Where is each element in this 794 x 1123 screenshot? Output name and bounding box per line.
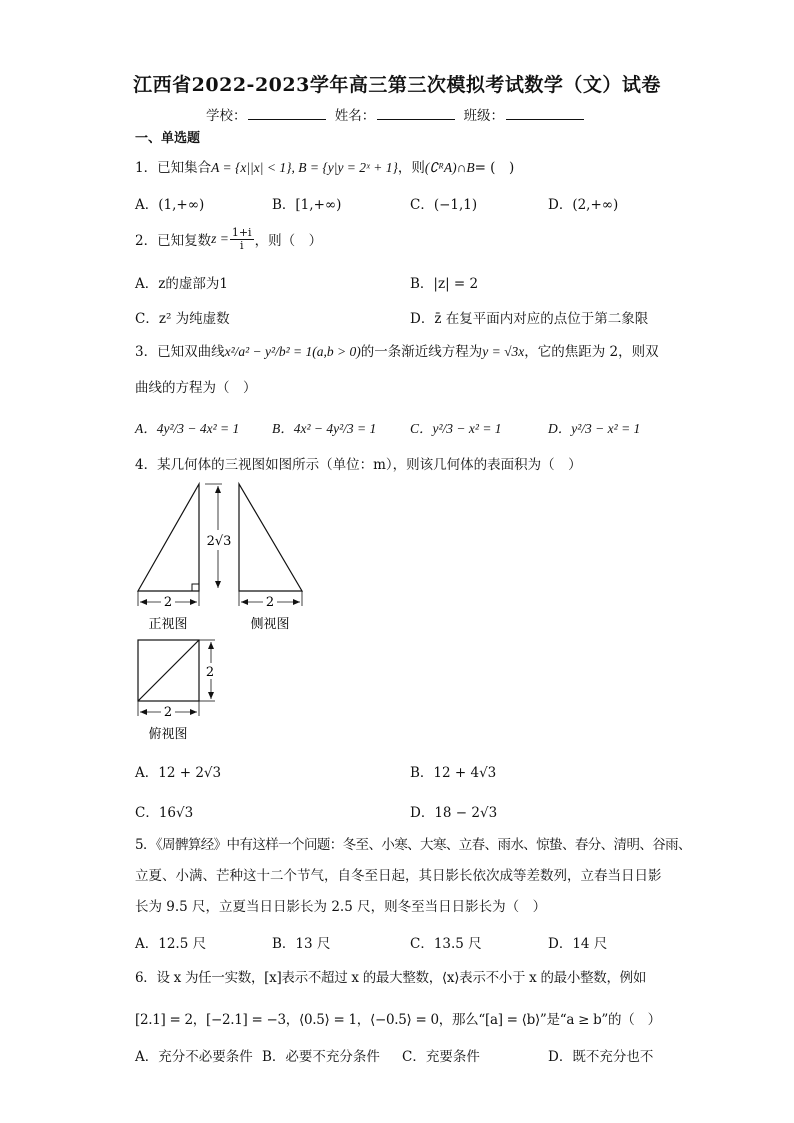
height-label: 2√3: [206, 534, 232, 549]
name-label: 姓名：: [334, 108, 376, 124]
q1-option-d[interactable]: D．(2,+∞): [548, 197, 619, 213]
q5-line1: 5．《周髀算经》中有这样一个问题：冬至、小寒、大寒、立春、雨水、惊蛰、春分、清明、谷雨、: [135, 837, 691, 853]
question-1: [135, 156, 514, 176]
q5-option-c[interactable]: C．13.5 尺: [410, 936, 482, 952]
q2-num: 1+i: [231, 225, 252, 239]
q2-end: ，则（ ）: [254, 233, 323, 249]
q2-option-c[interactable]: C．z² 为纯虚数: [135, 311, 230, 327]
q1-tail: ，则: [397, 160, 425, 176]
three-view-diagram: [130, 478, 330, 748]
q5-option-b[interactable]: B．13 尺: [272, 936, 331, 952]
q1-option-a[interactable]: A．(1,+∞): [135, 197, 205, 213]
q3-option-b[interactable]: B．4x² − 4y²/3 = 1: [272, 421, 377, 436]
question-5: [135, 830, 691, 923]
q6-option-b[interactable]: B．必要不充分条件: [262, 1049, 380, 1065]
page-title: 江西省2022-2023学年高三第三次模拟考试数学（文）试卷: [133, 74, 661, 96]
q1-option-b[interactable]: B．[1,+∞): [272, 197, 342, 213]
q6-option-a[interactable]: A．充分不必要条件: [135, 1049, 253, 1065]
q3-asym: y = √3x: [482, 344, 525, 359]
q3-tail: ，它的焦距为 2，则双: [524, 344, 659, 360]
q6-option-c[interactable]: C．充要条件: [402, 1049, 480, 1065]
q3-line2: 曲线的方程为（ ）: [135, 380, 257, 396]
question-3: [135, 340, 659, 360]
front-view-label: 正视图: [148, 617, 188, 632]
q2-z-eq: z =: [211, 231, 229, 246]
q3-stem: 3．已知双曲线: [135, 344, 225, 360]
q4-option-b[interactable]: B．12 + 4√3: [410, 765, 497, 781]
q5-option-d[interactable]: D．14 尺: [548, 936, 608, 952]
q1-end: = ( ): [474, 160, 515, 176]
q5-option-a[interactable]: A．12.5 尺: [135, 936, 207, 952]
q4-option-d[interactable]: D．18 − 2√3: [410, 805, 498, 821]
section-heading: 一、单选题: [135, 131, 201, 146]
side-width-label: 2: [265, 595, 275, 610]
front-width-label: 2: [163, 595, 173, 610]
q6-option-d[interactable]: D．既不充分也不: [548, 1049, 654, 1065]
name-blank[interactable]: [377, 107, 455, 120]
q1-expr: (∁ᴿA)∩B: [424, 160, 475, 175]
question-6-line1: 6．设 x 为任一实数，[x]表示不超过 x 的最大整数，⟨x⟩表示不小于 x 的最小整数，例如: [135, 970, 647, 986]
q3-option-a[interactable]: A．4y²/3 − 4x² = 1: [135, 421, 240, 436]
top-depth-label: 2: [205, 665, 215, 680]
front-view: [138, 484, 199, 606]
class-label: 班级：: [463, 108, 505, 124]
top-width-label: 2: [163, 705, 173, 720]
q2-option-a[interactable]: A．z的虚部为1: [135, 276, 228, 292]
q1-set-b: , B = {y|y = 2ˣ + 1}: [291, 160, 398, 175]
class-blank[interactable]: [506, 107, 584, 120]
q2-den: i: [239, 238, 244, 252]
question-6-line2: [2.1] = 2，[−2.1] = −3，⟨0.5⟩ = 1，⟨−0.5⟩ = 0，那么“[a] = ⟨b⟩”是“a ≥ b”的（ ）: [135, 1012, 661, 1028]
q3-option-c[interactable]: C．y²/3 − x² = 1: [410, 421, 502, 436]
q5-line2: 立夏、小满、芒种这十二个节气，自冬至日起，其日影长依次成等差数列，立春当日日影: [135, 868, 662, 884]
school-blank[interactable]: [248, 107, 326, 120]
q2-option-b[interactable]: B．|z| = 2: [410, 276, 479, 292]
q2-stem: 2．已知复数: [135, 233, 212, 249]
q4-option-a[interactable]: A．12 + 2√3: [135, 765, 222, 781]
q3-curve: x²/a² − y²/b² = 1(a,b > 0): [224, 344, 361, 359]
q5-line3: 长为 9.5 尺，立夏当日日影长为 2.5 尺，则冬至当日日影长为（ ）: [135, 899, 547, 915]
q1-option-c[interactable]: C．(−1,1): [410, 197, 478, 213]
top-view-label: 俯视图: [148, 727, 188, 742]
side-view: [239, 484, 302, 606]
side-view-label: 侧视图: [250, 617, 290, 632]
q2-option-d[interactable]: D．z̄ 在复平面内对应的点位于第二象限: [410, 311, 649, 327]
student-info-line: [0, 104, 794, 124]
q1-set-a: A = {x||x| < 1}: [211, 160, 292, 175]
q2-fraction: [230, 227, 254, 252]
q3-option-d[interactable]: D．y²/3 − x² = 1: [548, 421, 641, 436]
q1-stem: 1．已知集合: [135, 160, 212, 176]
q4-option-c[interactable]: C．16√3: [135, 805, 194, 821]
question-2: [135, 222, 322, 256]
question-4: 4．某几何体的三视图如图所示（单位：m），则该几何体的表面积为（ ）: [135, 457, 582, 473]
q3-mid: 的一条渐近线方程为: [360, 344, 483, 360]
school-label: 学校：: [205, 108, 247, 124]
